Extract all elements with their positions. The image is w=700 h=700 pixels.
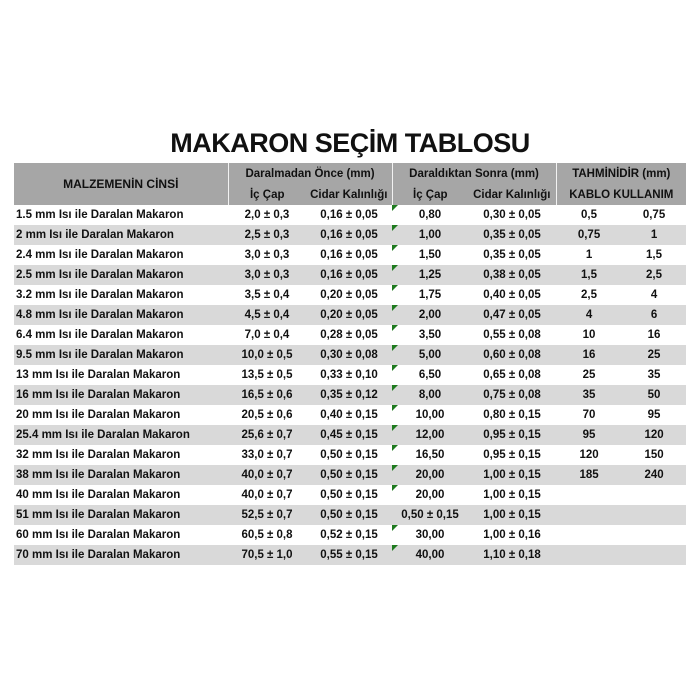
cell-ic-cap-before: 4,5 ± 0,4 (244, 309, 290, 321)
cell-ic-cap-after (392, 205, 468, 225)
cell-kablo-max: 1,5 (646, 249, 663, 261)
header-group-estimate: TAHMİNİDİR (mm) (556, 163, 686, 184)
cell-ic-cap-before: 2,0 ± 0,3 (244, 209, 290, 221)
cell-kablo-min (556, 545, 622, 565)
cell-cidar-after: 0,35 ± 0,05 (483, 229, 541, 241)
cell-ic-cap-after (392, 385, 468, 405)
cell-cidar-after: 1,00 ± 0,15 (483, 509, 541, 521)
header-material: MALZEMENİN CİNSİ (14, 163, 228, 205)
table-row (14, 465, 686, 485)
cell-ic-cap-after (392, 245, 468, 265)
page-title: MAKARON SEÇİM TABLOSU (170, 128, 530, 158)
cell-cidar-after: 0,38 ± 0,05 (483, 269, 541, 281)
cell-cidar-before: 0,16 ± 0,05 (320, 269, 378, 281)
table-row (14, 225, 686, 245)
cell-material: 38 mm Isı ile Daralan Makaron (16, 469, 181, 481)
cell-material: 25.4 mm Isı ile Daralan Makaron (16, 429, 190, 441)
cell-cidar-after: 0,75 ± 0,08 (483, 389, 541, 401)
cell-ic-cap-before: 13,5 ± 0,5 (241, 369, 293, 381)
cell-ic-cap-after-value: 8,00 (418, 389, 442, 401)
cell-material: 2.4 mm Isı ile Daralan Makaron (16, 249, 184, 261)
cell-kablo-min: 1 (585, 249, 593, 261)
excel-error-flag-icon (392, 305, 398, 311)
cell-cidar-after: 0,40 ± 0,05 (483, 289, 541, 301)
excel-error-flag-icon (392, 445, 398, 451)
cell-material: 13 mm Isı ile Daralan Makaron (16, 369, 181, 381)
cell-ic-cap-before: 3,0 ± 0,3 (244, 249, 290, 261)
cell-kablo-min: 2,5 (581, 289, 598, 301)
cell-ic-cap-before: 70,5 ± 1,0 (241, 549, 293, 561)
cell-cidar-after: 0,95 ± 0,15 (483, 429, 541, 441)
table-body (14, 205, 686, 565)
excel-error-flag-icon (392, 485, 398, 491)
cell-ic-cap-before: 52,5 ± 0,7 (241, 509, 293, 521)
cell-ic-cap-after-value: 20,00 (415, 489, 445, 501)
cell-material: 2.5 mm Isı ile Daralan Makaron (16, 269, 184, 281)
cell-ic-cap-before: 40,0 ± 0,7 (241, 469, 293, 481)
cell-kablo-max: 1 (650, 229, 658, 241)
cell-kablo-min: 10 (582, 329, 596, 341)
excel-error-flag-icon (392, 385, 398, 391)
cell-ic-cap-after-value: 3,50 (418, 329, 442, 341)
cell-kablo-max: 240 (644, 469, 664, 481)
cell-ic-cap-after-value: 0,50 ± 0,15 (401, 509, 459, 521)
cell-ic-cap-after-value: 20,00 (415, 469, 445, 481)
cell-ic-cap-after (392, 265, 468, 285)
header-group-before: Daralmadan Önce (mm) (228, 163, 392, 184)
cell-material: 4.8 mm Isı ile Daralan Makaron (16, 309, 184, 321)
cell-cidar-after: 0,35 ± 0,05 (483, 249, 541, 261)
header-kablo-kullanim: KABLO KULLANIM (556, 184, 686, 205)
cell-kablo-min: 1,5 (581, 269, 598, 281)
excel-error-flag-icon (392, 465, 398, 471)
cell-ic-cap-after (392, 505, 468, 525)
header-group-after: Daraldıktan Sonra (mm) (392, 163, 556, 184)
cell-kablo-max: 120 (644, 429, 664, 441)
cell-kablo-max: 95 (647, 409, 661, 421)
table-row (14, 325, 686, 345)
cell-material: 20 mm Isı ile Daralan Makaron (16, 409, 181, 421)
excel-error-flag-icon (392, 405, 398, 411)
cell-cidar-after: 1,00 ± 0,15 (483, 469, 541, 481)
excel-error-flag-icon (392, 545, 398, 551)
cell-cidar-before: 0,20 ± 0,05 (320, 289, 378, 301)
table-row (14, 385, 686, 405)
cell-cidar-before: 0,16 ± 0,05 (320, 229, 378, 241)
cell-ic-cap-after-value: 5,00 (418, 349, 442, 361)
table-row (14, 285, 686, 305)
cell-ic-cap-after-value: 10,00 (415, 409, 445, 421)
cell-ic-cap-after (392, 305, 468, 325)
cell-material: 16 mm Isı ile Daralan Makaron (16, 389, 181, 401)
cell-kablo-min: 0,5 (581, 209, 598, 221)
cell-cidar-after: 0,55 ± 0,08 (483, 329, 541, 341)
cell-cidar-after: 0,95 ± 0,15 (483, 449, 541, 461)
cell-cidar-before: 0,16 ± 0,05 (320, 249, 378, 261)
cell-cidar-before: 0,45 ± 0,15 (320, 429, 378, 441)
cell-material: 70 mm Isı ile Daralan Makaron (16, 549, 181, 561)
cell-kablo-max: 50 (647, 389, 661, 401)
cell-ic-cap-after-value: 1,75 (418, 289, 442, 301)
cell-material: 6.4 mm Isı ile Daralan Makaron (16, 329, 184, 341)
cell-kablo-max: 6 (650, 309, 658, 321)
table-row (14, 305, 686, 325)
cell-ic-cap-after (392, 225, 468, 245)
cell-ic-cap-after (392, 425, 468, 445)
cell-ic-cap-after (392, 545, 468, 565)
cell-kablo-max: 35 (647, 369, 661, 381)
cell-ic-cap-before: 40,0 ± 0,7 (241, 489, 293, 501)
excel-error-flag-icon (392, 265, 398, 271)
cell-cidar-before: 0,40 ± 0,15 (320, 409, 378, 421)
cell-kablo-min: 70 (582, 409, 596, 421)
table-row (14, 245, 686, 265)
table-row (14, 205, 686, 225)
cell-material: 51 mm Isı ile Daralan Makaron (16, 509, 181, 521)
cell-ic-cap-after (392, 445, 468, 465)
cell-cidar-before: 0,20 ± 0,05 (320, 309, 378, 321)
cell-ic-cap-before: 7,0 ± 0,4 (244, 329, 290, 341)
cell-ic-cap-before: 25,6 ± 0,7 (241, 429, 293, 441)
excel-error-flag-icon (392, 525, 398, 531)
cell-ic-cap-after (392, 525, 468, 545)
excel-error-flag-icon (392, 365, 398, 371)
cell-ic-cap-after-value: 30,00 (415, 529, 445, 541)
cell-cidar-after: 0,80 ± 0,15 (483, 409, 541, 421)
cell-cidar-after: 0,47 ± 0,05 (483, 309, 541, 321)
cell-kablo-max: 0,75 (642, 209, 666, 221)
cell-kablo-max (622, 505, 686, 525)
excel-error-flag-icon (392, 285, 398, 291)
cell-ic-cap-before: 10,0 ± 0,5 (241, 349, 293, 361)
cell-kablo-max (622, 485, 686, 505)
cell-cidar-before: 0,55 ± 0,15 (320, 549, 378, 561)
header-ic-cap-before: İç Çap (228, 184, 306, 205)
excel-error-flag-icon (392, 245, 398, 251)
cell-cidar-before: 0,30 ± 0,08 (320, 349, 378, 361)
cell-kablo-min: 25 (582, 369, 596, 381)
cell-ic-cap-after (392, 405, 468, 425)
table-row (14, 505, 686, 525)
cell-ic-cap-after-value: 0,80 (418, 209, 442, 221)
table-row (14, 365, 686, 385)
cell-ic-cap-after (392, 345, 468, 365)
cell-material: 9.5 mm Isı ile Daralan Makaron (16, 349, 184, 361)
cell-cidar-after: 0,60 ± 0,08 (483, 349, 541, 361)
cell-kablo-max: 4 (650, 289, 658, 301)
cell-cidar-after: 0,65 ± 0,08 (483, 369, 541, 381)
cell-cidar-before: 0,50 ± 0,15 (320, 469, 378, 481)
cell-ic-cap-after (392, 325, 468, 345)
cell-cidar-before: 0,28 ± 0,05 (320, 329, 378, 341)
cell-ic-cap-after-value: 1,25 (418, 269, 442, 281)
cell-material: 60 mm Isı ile Daralan Makaron (16, 529, 181, 541)
header-cidar-before: Cidar Kalınlığı (306, 184, 392, 205)
cell-kablo-max: 150 (644, 449, 664, 461)
cell-cidar-before: 0,16 ± 0,05 (320, 209, 378, 221)
table-row (14, 345, 686, 365)
cell-kablo-max: 2,5 (646, 269, 663, 281)
cell-material: 40 mm Isı ile Daralan Makaron (16, 489, 181, 501)
cell-cidar-before: 0,50 ± 0,15 (320, 509, 378, 521)
cell-ic-cap-after-value: 2,00 (418, 309, 442, 321)
cell-kablo-max: 25 (647, 349, 661, 361)
makaron-selection-table (14, 163, 686, 565)
cell-ic-cap-after-value: 6,50 (418, 369, 442, 381)
cell-cidar-before: 0,33 ± 0,10 (320, 369, 378, 381)
cell-material: 1.5 mm Isı ile Daralan Makaron (16, 209, 184, 221)
cell-ic-cap-after (392, 465, 468, 485)
cell-kablo-min (556, 485, 622, 505)
excel-error-flag-icon (392, 205, 398, 211)
cell-kablo-min: 35 (582, 389, 596, 401)
cell-kablo-min: 95 (582, 429, 596, 441)
cell-cidar-before: 0,50 ± 0,15 (320, 489, 378, 501)
cell-cidar-before: 0,35 ± 0,12 (320, 389, 378, 401)
table-row (14, 545, 686, 565)
table-row (14, 445, 686, 465)
cell-cidar-before: 0,52 ± 0,15 (320, 529, 378, 541)
cell-ic-cap-after (392, 485, 468, 505)
table-row (14, 405, 686, 425)
cell-ic-cap-after (392, 365, 468, 385)
header-row-groups (14, 163, 686, 184)
cell-kablo-max: 16 (647, 329, 661, 341)
excel-error-flag-icon (392, 225, 398, 231)
table-row (14, 425, 686, 445)
header-ic-cap-after: İç Çap (392, 184, 468, 205)
cell-material: 3.2 mm Isı ile Daralan Makaron (16, 289, 184, 301)
cell-ic-cap-before: 60,5 ± 0,8 (241, 529, 293, 541)
table-row (14, 485, 686, 505)
table-row (14, 265, 686, 285)
cell-ic-cap-after-value: 1,00 (418, 229, 442, 241)
cell-kablo-min (556, 525, 622, 545)
cell-ic-cap-after-value: 40,00 (415, 549, 445, 561)
cell-kablo-max (622, 545, 686, 565)
cell-kablo-min: 0,75 (577, 229, 601, 241)
cell-ic-cap-before: 33,0 ± 0,7 (241, 449, 293, 461)
cell-kablo-min: 185 (579, 469, 599, 481)
cell-ic-cap-after-value: 1,50 (418, 249, 442, 261)
cell-kablo-min: 4 (585, 309, 593, 321)
cell-ic-cap-after-value: 12,00 (415, 429, 445, 441)
cell-cidar-after: 1,10 ± 0,18 (483, 549, 541, 561)
cell-cidar-after: 1,00 ± 0,15 (483, 489, 541, 501)
cell-ic-cap-before: 3,5 ± 0,4 (244, 289, 290, 301)
cell-ic-cap-before: 20,5 ± 0,6 (241, 409, 293, 421)
cell-kablo-min: 120 (579, 449, 599, 461)
cell-cidar-after: 1,00 ± 0,16 (483, 529, 541, 541)
cell-ic-cap-before: 16,5 ± 0,6 (241, 389, 293, 401)
table-header (14, 163, 686, 205)
cell-ic-cap-before: 2,5 ± 0,3 (244, 229, 290, 241)
cell-ic-cap-before: 3,0 ± 0,3 (244, 269, 290, 281)
cell-cidar-after: 0,30 ± 0,05 (483, 209, 541, 221)
cell-cidar-before: 0,50 ± 0,15 (320, 449, 378, 461)
table-row (14, 525, 686, 545)
cell-kablo-max (622, 525, 686, 545)
excel-error-flag-icon (392, 345, 398, 351)
cell-kablo-min (556, 505, 622, 525)
header-cidar-after: Cidar Kalınlığı (468, 184, 556, 205)
excel-error-flag-icon (392, 325, 398, 331)
cell-ic-cap-after (392, 285, 468, 305)
cell-kablo-min: 16 (582, 349, 596, 361)
cell-material: 32 mm Isı ile Daralan Makaron (16, 449, 181, 461)
cell-material: 2 mm Isı ile Daralan Makaron (16, 229, 174, 241)
cell-ic-cap-after-value: 16,50 (415, 449, 445, 461)
excel-error-flag-icon (392, 425, 398, 431)
